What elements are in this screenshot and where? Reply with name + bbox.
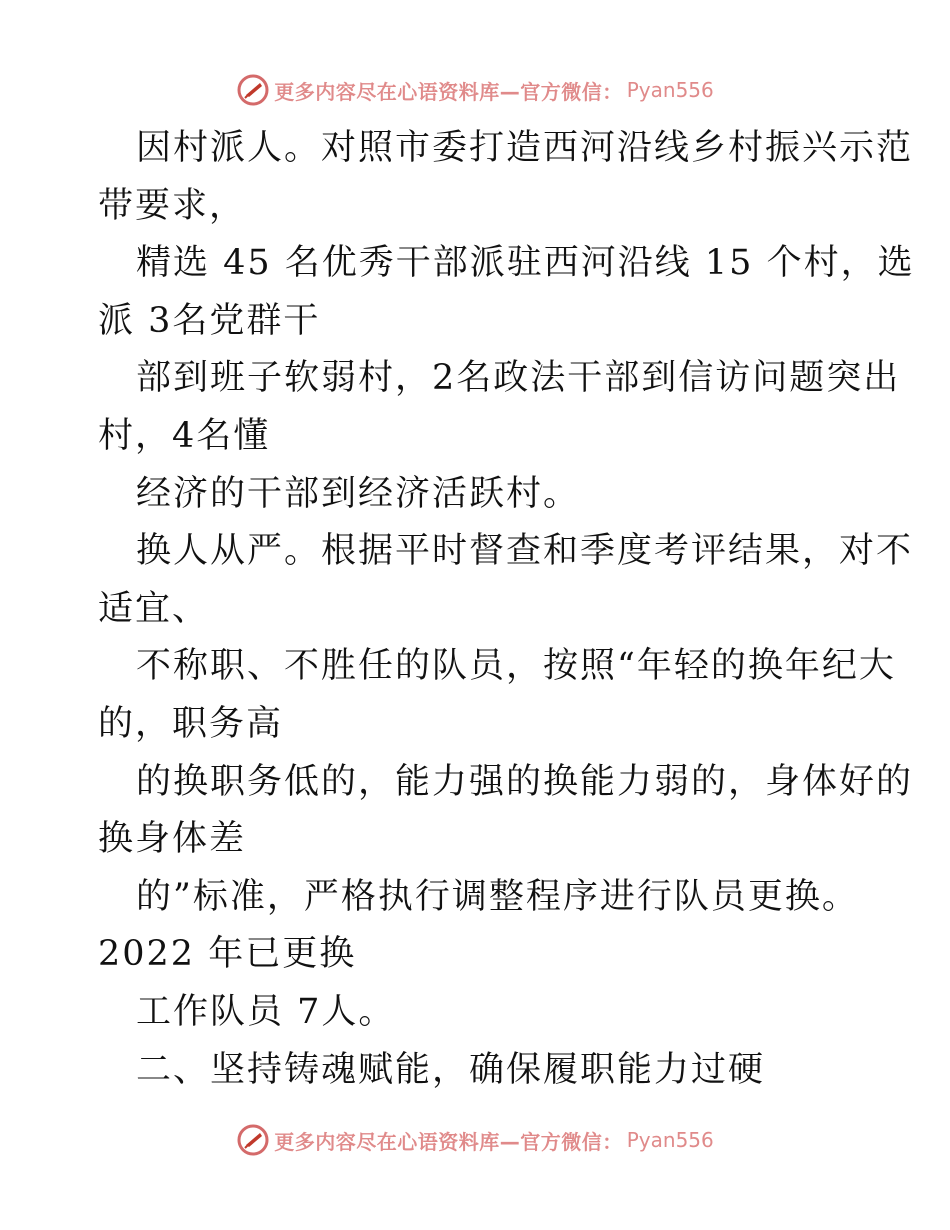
watermark-id: Pyan556 <box>626 78 714 102</box>
text-line: 部到班子软弱村，2名政法干部到信访问题突出 <box>136 358 901 399</box>
header-watermark <box>0 70 950 110</box>
text-line: 派 3名党群干 <box>98 300 321 341</box>
logo-icon <box>236 1123 270 1157</box>
text-line: 因村派人。对照市委打造西河沿线乡村振兴示范 <box>136 128 914 168</box>
text-line: 适宜、 <box>98 588 210 629</box>
text-line: 经济的干部到经济活跃村。 <box>136 473 581 514</box>
text-line: 的，职务高 <box>98 703 284 744</box>
watermark-text: 更多内容尽在心语资料库—官方微信： <box>274 1129 623 1154</box>
text-line: 村，4名懂 <box>98 415 271 456</box>
footer-watermark <box>0 1120 950 1160</box>
text-line: 的”标准，严格执行调整程序进行队员更换。 <box>136 876 859 917</box>
text-line: 精选 45 名优秀干部派驻西河沿线 15 个村，选 <box>136 243 915 284</box>
text-line: 换人从严。根据平时督查和季度考评结果，对不 <box>136 531 914 572</box>
text-line: 带要求， <box>98 185 247 226</box>
text-line: 不称职、不胜任的队员，按照“年轻的换年纪大 <box>136 646 896 687</box>
text-line: 的换职务低的，能力强的换能力弱的，身体好的 <box>136 761 914 802</box>
text-line: 工作队员 7人。 <box>136 991 396 1032</box>
text-line: 二、坚持铸魂赋能，确保履职能力过硬 <box>136 1049 766 1090</box>
document-body <box>98 120 915 1099</box>
text-line: 2022 年已更换 <box>98 934 357 975</box>
watermark-text: 更多内容尽在心语资料库—官方微信： <box>274 79 623 104</box>
logo-icon <box>236 73 270 107</box>
text-line: 换身体差 <box>98 819 247 860</box>
watermark-id: Pyan556 <box>626 1128 714 1152</box>
